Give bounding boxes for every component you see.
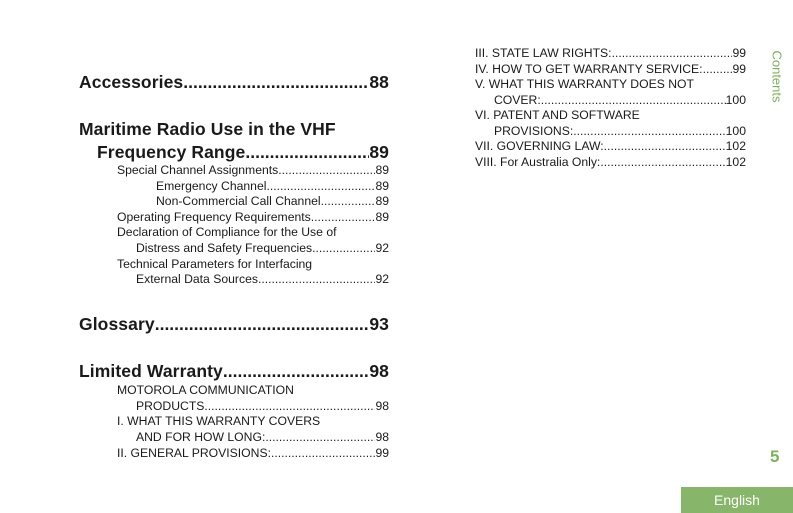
toc-entry-maritime[interactable] (97, 142, 389, 163)
toc-heading-maritime-line1: Maritime Radio Use in the VHF (79, 119, 336, 139)
toc-entry-label: Accessories (79, 72, 184, 92)
dot-leader (311, 210, 376, 224)
toc-subentry-special-channel[interactable] (117, 163, 389, 177)
language-tab (681, 487, 793, 513)
page-number: 5 (770, 447, 780, 466)
toc-page-number: 99 (732, 46, 746, 60)
toc-entry-label: Emergency Channel (156, 179, 267, 193)
language-label: English (714, 492, 760, 508)
toc-entry-label: Operating Frequency Requirements (117, 210, 311, 224)
toc-page-number: 88 (369, 72, 389, 92)
toc-page-number: 102 (725, 155, 746, 169)
toc-subentry-how-to-get-service[interactable] (475, 62, 746, 76)
dot-leader (600, 155, 725, 169)
toc-subentry-general-provisions[interactable] (117, 446, 389, 460)
toc-page-number: 102 (725, 139, 746, 153)
toc-entry-label: VIII. For Australia Only: (475, 155, 601, 169)
toc-subentry-not-cover-line1: V. WHAT THIS WARRANTY DOES NOT (475, 77, 694, 91)
dot-leader (612, 46, 733, 60)
dot-leader (312, 241, 375, 255)
dot-leader (321, 194, 376, 208)
toc-page-number: 89 (375, 179, 389, 193)
contents-side-tab (762, 46, 792, 106)
dot-leader (703, 62, 733, 76)
toc-subentry-declaration[interactable] (136, 241, 389, 255)
toc-page-number: 98 (369, 361, 389, 381)
toc-subentry-australia[interactable] (475, 155, 746, 169)
dot-leader (245, 142, 369, 163)
toc-subentry-patent[interactable] (494, 124, 746, 138)
dot-leader (258, 272, 376, 286)
toc-subentry-covers[interactable] (136, 430, 389, 444)
toc-entry-label: Limited Warranty (79, 361, 223, 381)
toc-page-number: 89 (369, 142, 389, 162)
toc-subentry-emergency-channel[interactable] (156, 179, 389, 193)
toc-entry-label: PRODUCTS (136, 399, 205, 413)
toc-subentry-patent-line1: VI. PATENT AND SOFTWARE (475, 108, 640, 122)
toc-entry-label: External Data Sources (136, 272, 258, 286)
toc-page-number: 89 (375, 194, 389, 208)
toc-entry-label: Non-Commercial Call Channel (156, 194, 321, 208)
toc-page-number: 98 (375, 399, 389, 413)
dot-leader (278, 163, 375, 177)
toc-entry-label: Distress and Safety Frequencies (136, 241, 313, 255)
toc-subentry-motorola-line1: MOTOROLA COMMUNICATION (117, 383, 294, 397)
contents-side-label: Contents (769, 49, 785, 103)
dot-leader (573, 124, 725, 138)
toc-subentry-declaration-line1: Declaration of Compliance for the Use of (117, 225, 337, 239)
dot-leader (271, 446, 375, 460)
toc-subentry-not-cover[interactable] (494, 93, 746, 107)
toc-subentry-technical[interactable] (136, 272, 389, 286)
toc-entry-limited-warranty[interactable] (79, 361, 389, 382)
toc-entry-label: COVER: (494, 93, 541, 107)
toc-entry-label: IV. HOW TO GET WARRANTY SERVICE: (475, 62, 703, 76)
toc-page-number: 92 (375, 241, 389, 255)
toc-page-number: 99 (375, 446, 389, 460)
toc-entry-label: VII. GOVERNING LAW: (475, 139, 604, 153)
toc-page-number: 100 (725, 124, 746, 138)
dot-leader (265, 430, 375, 444)
toc-entry-glossary[interactable] (79, 314, 389, 335)
dot-leader (204, 399, 375, 413)
toc-entry-label: PROVISIONS: (494, 124, 574, 138)
toc-page-number: 89 (375, 210, 389, 224)
toc-entry-label: III. STATE LAW RIGHTS: (475, 46, 612, 60)
toc-page-number: 89 (375, 163, 389, 177)
dot-leader (604, 139, 726, 153)
toc-subentry-governing-law[interactable] (475, 139, 746, 153)
toc-entry-label: Frequency Range (97, 142, 246, 162)
dot-leader (541, 93, 726, 107)
toc-page-number: 93 (369, 314, 389, 334)
toc-page-number: 98 (375, 430, 389, 444)
toc-subentry-state-law[interactable] (475, 46, 746, 60)
toc-entry-label: AND FOR HOW LONG: (136, 430, 266, 444)
toc-page-number: 99 (732, 62, 746, 76)
dot-leader (266, 179, 375, 193)
toc-subentry-covers-line1: I. WHAT THIS WARRANTY COVERS (117, 414, 321, 428)
toc-entry-accessories[interactable] (79, 72, 389, 93)
toc-subentry-technical-line1: Technical Parameters for Interfacing (117, 257, 313, 271)
dot-leader (183, 72, 369, 93)
toc-entry-label: Special Channel Assignments (117, 163, 279, 177)
dot-leader (223, 361, 369, 382)
toc-page-number: 100 (725, 93, 746, 107)
toc-subentry-noncommercial-channel[interactable] (156, 194, 389, 208)
toc-entry-label: Glossary (79, 314, 155, 334)
toc-page-number: 92 (375, 272, 389, 286)
toc-subentry-motorola[interactable] (136, 399, 389, 413)
toc-entry-label: II. GENERAL PROVISIONS: (117, 446, 271, 460)
toc-subentry-operating-frequency[interactable] (117, 210, 389, 224)
dot-leader (155, 314, 370, 335)
